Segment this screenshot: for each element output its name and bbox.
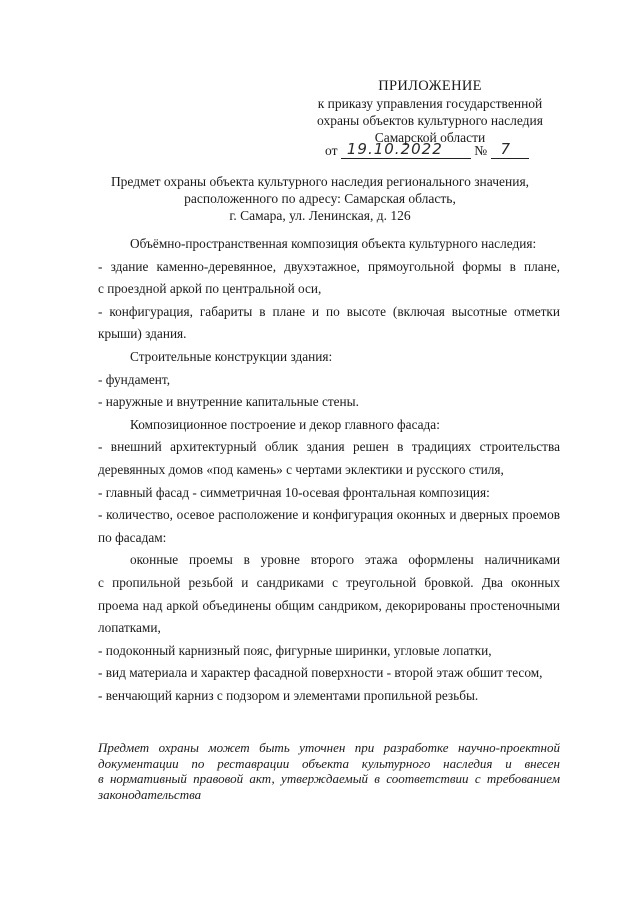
subject-line-2: расположенного по адресу: Самарская область, bbox=[184, 191, 456, 206]
structures-item-2: - наружные и внутренние капитальные стены. bbox=[98, 394, 359, 410]
appendix-line-3: Самарской области bbox=[374, 130, 486, 145]
number-field bbox=[491, 142, 529, 159]
facade-item-3a: - количество, осевое расположение и конфигурация оконных и дверных проемов bbox=[98, 507, 560, 523]
order-date-number-row bbox=[325, 142, 555, 159]
handwritten-date: 19.10.2022 bbox=[346, 140, 443, 158]
composition-item-1a: - здание каменно-деревянное, двухэтажное, прямоугольной формы в плане, bbox=[98, 258, 560, 274]
appendix-line-2: охраны объектов культурного наследия bbox=[317, 113, 543, 128]
windows-line-c: проема над аркой объединены общим сандриком, декорированы простеночными bbox=[98, 597, 560, 613]
facade-item-3b: по фасадам: bbox=[98, 529, 167, 545]
facade-item-1a: - внешний архитектурный облик здания решен в традициях строительства bbox=[98, 439, 560, 455]
footnote-line-2: документации по реставрации объекта культурного наследия и внесен bbox=[98, 755, 560, 771]
handwritten-number: 7 bbox=[500, 140, 512, 158]
windows-line-d: лопатками, bbox=[98, 620, 161, 636]
subject-heading bbox=[100, 173, 540, 224]
facade-heading: Композиционное построение и декор главного фасада: bbox=[130, 416, 440, 432]
footnote-line-1: Предмет охраны может быть уточнен при разработке научно-проектной bbox=[98, 740, 560, 755]
windows-line-a: оконные проемы в уровне второго этажа оформлены наличниками bbox=[130, 552, 560, 568]
structures-heading: Строительные конструкции здания: bbox=[130, 348, 333, 364]
subject-line-3: г. Самара, ул. Ленинская, д. 126 bbox=[229, 208, 411, 223]
date-prefix: от bbox=[325, 143, 338, 158]
facade-item-2: - главный фасад - симметричная 10-осевая фронтальная композиция: bbox=[98, 484, 490, 500]
appendix-line-1: к приказу управления государственной bbox=[317, 96, 543, 111]
appendix-header bbox=[300, 78, 560, 146]
facade-item-6: - венчающий карниз с подзором и элементами пропильной резьбы. bbox=[98, 687, 479, 703]
composition-heading: Объёмно-пространственная композиция объекта культурного наследия: bbox=[130, 236, 537, 251]
facade-item-5: - вид материала и характер фасадной поверхности - второй этаж обшит тесом, bbox=[98, 665, 543, 681]
footnote-line-4: законодательства bbox=[98, 786, 202, 802]
facade-item-1b: деревянных домов «под камень» с чертами эклектики и русского стиля, bbox=[98, 461, 504, 477]
footnote-line-3: в нормативный правовой акт, утверждаемый в соответствии с требованием bbox=[98, 771, 560, 787]
footnote bbox=[98, 740, 560, 802]
structures-item-1: - фундамент, bbox=[98, 371, 171, 387]
date-field bbox=[341, 142, 471, 159]
facade-item-4: - подоконный карнизный пояс, фигурные ширинки, угловые лопатки, bbox=[98, 642, 492, 658]
document-body bbox=[98, 233, 560, 707]
appendix-title: ПРИЛОЖЕНИЕ bbox=[378, 78, 482, 94]
composition-item-1b: с проездной аркой по центральной оси, bbox=[98, 281, 322, 297]
composition-item-2b: крыши) здания. bbox=[98, 326, 187, 342]
windows-line-b: с пропильной резьбой и сандриками с треугольной бровкой. Два оконных bbox=[98, 574, 560, 590]
subject-line-1: Предмет охраны объекта культурного наследия регионального значения, bbox=[110, 174, 530, 189]
number-label: № bbox=[474, 143, 488, 158]
composition-item-2a: - конфигурация, габариты в плане и по высоте (включая высотные отметки bbox=[98, 303, 560, 319]
